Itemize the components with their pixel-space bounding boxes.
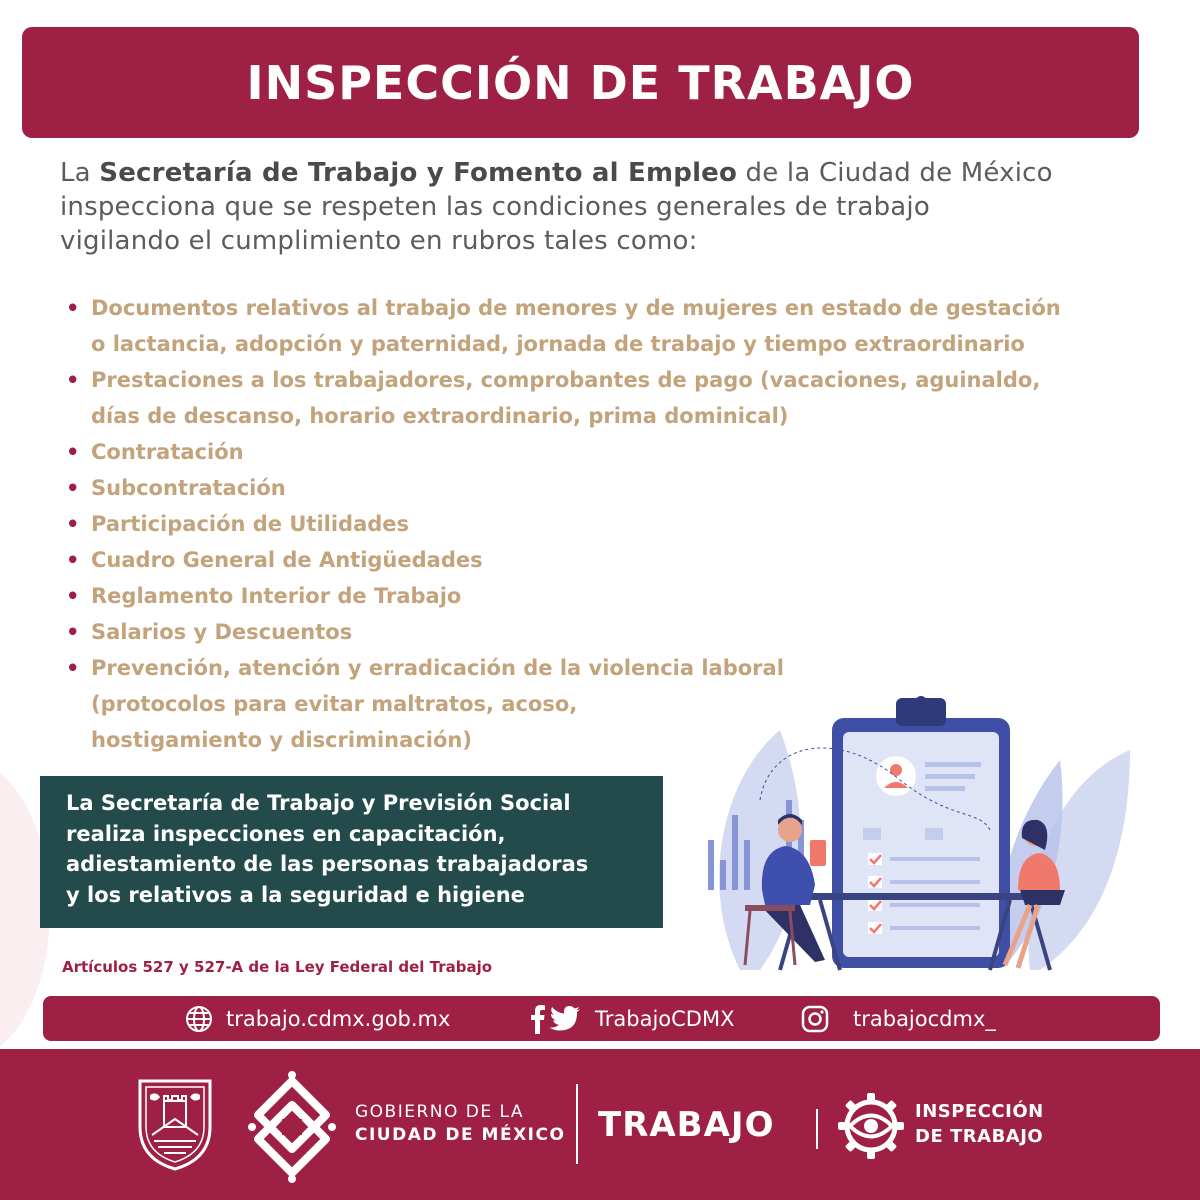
bullet-marker: • [66, 440, 80, 464]
inspection-illustration [700, 690, 1140, 980]
bullet-marker: • [66, 476, 80, 500]
inspection-item [66, 470, 1146, 506]
inspection-item-line: Cuadro General de Antigüedades [91, 548, 483, 572]
social-bar [43, 996, 1160, 1041]
cdmx-logo-icon [246, 1071, 338, 1183]
bullet-marker: • [66, 548, 80, 572]
inspection-item-line: Prestaciones a los trabajadores, comprobantes de pago (vacaciones, aguinaldo, [91, 368, 1041, 392]
inspection-item-line: Participación de Utilidades [91, 512, 410, 536]
stps-line: adiestamiento de las personas trabajadoras [66, 852, 589, 876]
inspeccion-trabajo-text [915, 1099, 1044, 1149]
inspection-item-line: Reglamento Interior de Trabajo [91, 584, 462, 608]
gob-line-1: GOBIERNO DE LA [355, 1102, 525, 1122]
bullet-marker: • [66, 620, 80, 644]
inspection-item-line: (protocolos para evitar maltratos, acoso, [91, 692, 578, 716]
inspection-item-line: Prevención, atención y erradicación de la violencia laboral [91, 656, 784, 680]
inspection-item [66, 506, 1146, 542]
bullet-marker: • [66, 368, 80, 392]
facebook-twitter-link[interactable] [531, 996, 734, 1041]
intro-line-3: vigilando el cumplimiento en rubros tales como: [60, 226, 698, 256]
inspection-item [66, 362, 1146, 434]
inspection-item-line: Subcontratación [91, 476, 286, 500]
facebook-twitter-handle: TrabajoCDMX [595, 1006, 735, 1031]
insp-line-2: DE TRABAJO [915, 1126, 1044, 1147]
footer-divider [576, 1084, 578, 1164]
instagram-handle: trabajocdmx_ [853, 1006, 996, 1031]
title-banner [22, 27, 1139, 138]
instagram-link[interactable] [801, 996, 996, 1041]
twitter-icon [549, 1005, 581, 1033]
inspection-item [66, 434, 1146, 470]
eye-gear-icon [836, 1091, 906, 1161]
bullet-marker: • [66, 584, 80, 608]
trabajo-wordmark: TRABAJO [598, 1105, 775, 1145]
footer-band [0, 1049, 1200, 1200]
intro-paragraph [60, 156, 1140, 258]
stps-info-box [40, 776, 663, 928]
facebook-icon [531, 1004, 545, 1034]
stps-line: realiza inspecciones en capacitación, [66, 821, 506, 846]
bullet-marker: • [66, 656, 80, 680]
globe-icon [185, 1005, 213, 1033]
gob-line-2: CIUDAD DE MÉXICO [355, 1125, 566, 1145]
inspection-item [66, 614, 1146, 650]
inspection-item [66, 290, 1146, 362]
inspection-item-line: Salarios y Descuentos [91, 620, 353, 644]
inspection-item-line: Documentos relativos al trabajo de menores y de mujeres en estado de gestación [91, 296, 1061, 320]
inspection-item [66, 578, 1146, 614]
instagram-icon [801, 1005, 829, 1033]
desk [780, 893, 1060, 900]
website-text: trabajo.cdmx.gob.mx [226, 1006, 451, 1031]
secretaria-name: Secretaría de Trabajo y Fomento al Empleo [99, 158, 738, 188]
bullet-marker: • [66, 296, 80, 320]
bullet-marker: • [66, 512, 80, 536]
inspection-item-line: hostigamiento y discriminación) [91, 728, 472, 752]
inspection-item [66, 542, 1146, 578]
intro-line-1: La Secretaría de Trabajo y Fomento al Empleo de la Ciudad de México [60, 158, 1053, 188]
inspection-item-line: días de descanso, horario extraordinario, prima dominical) [91, 404, 789, 428]
intro-line-2: inspecciona que se respeten las condiciones generales de trabajo [60, 192, 930, 222]
footer-divider-2 [816, 1109, 818, 1149]
cdmx-crest-icon [136, 1077, 214, 1171]
insp-line-1: INSPECCIÓN [915, 1101, 1044, 1122]
legal-footnote: Artículos 527 y 527-A de la Ley Federal del Trabajo [62, 958, 493, 976]
gobierno-cdmx-text [355, 1101, 565, 1147]
inspection-item-line: Contratación [91, 440, 244, 464]
stps-line: y los relativos a la seguridad e higiene [66, 882, 525, 907]
stps-line: La Secretaría de Trabajo y Previsión Social [66, 791, 571, 815]
inspection-item-line: o lactancia, adopción y paternidad, jornada de trabajo y tiempo extraordinario [91, 332, 1025, 356]
page-title: INSPECCIÓN DE TRABAJO [246, 55, 915, 110]
inspection-items-list [66, 290, 1146, 758]
website-link[interactable] [185, 996, 450, 1041]
